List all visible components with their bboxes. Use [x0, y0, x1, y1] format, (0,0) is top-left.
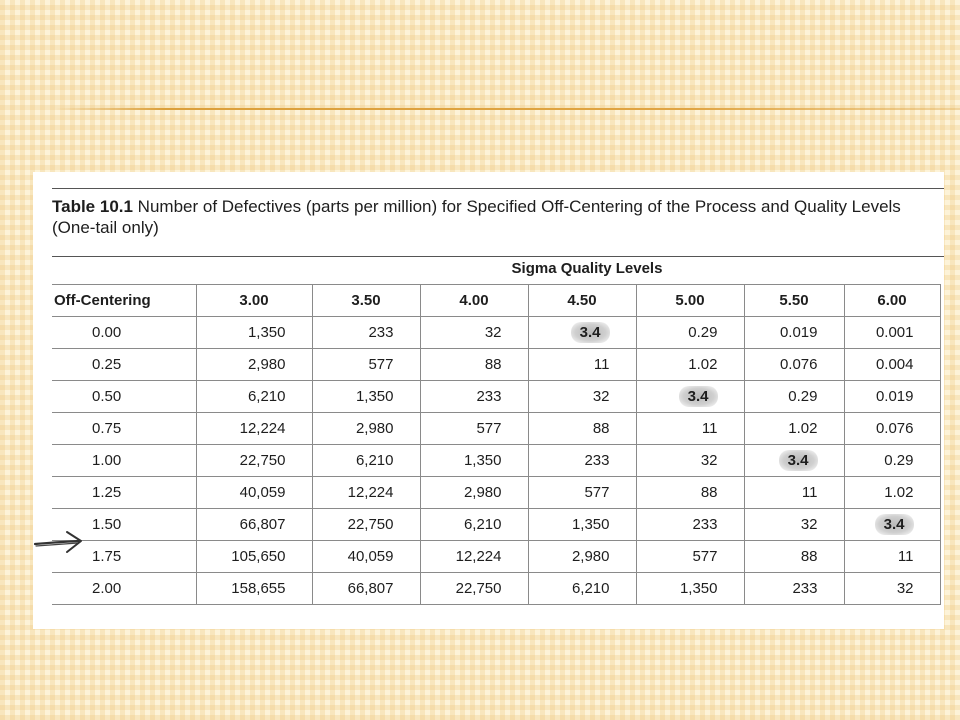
- column-header: 4.00: [420, 285, 528, 317]
- defects-cell: [196, 445, 312, 477]
- defects-cell: [420, 381, 528, 413]
- defects-cell: [844, 349, 940, 381]
- cell-value: 1,350: [571, 516, 610, 533]
- defects-cell: [844, 381, 940, 413]
- cell-value: 233: [584, 452, 610, 469]
- defects-cell: [636, 317, 744, 349]
- table-row: [52, 349, 940, 381]
- defects-cell: [420, 509, 528, 541]
- defects-cell: [636, 381, 744, 413]
- defects-cell: [636, 573, 744, 605]
- cell-value: 2,980: [355, 420, 394, 437]
- defects-cell: [528, 477, 636, 509]
- defects-cell: [196, 381, 312, 413]
- cell-value: 1.02: [884, 484, 914, 501]
- cell-value: 88: [800, 548, 818, 565]
- highlighted-value: 3.4: [875, 514, 914, 535]
- defects-cell: [312, 509, 420, 541]
- defects-cell: [196, 509, 312, 541]
- defects-cell: [420, 477, 528, 509]
- defects-cell: [744, 509, 844, 541]
- defects-cell: [744, 573, 844, 605]
- defects-cell: [844, 541, 940, 573]
- defects-cell: [528, 381, 636, 413]
- defects-cell: [844, 413, 940, 445]
- cell-value: 12,224: [455, 548, 502, 565]
- table-row: [52, 413, 940, 445]
- cell-value: 105,650: [231, 548, 286, 565]
- cell-value: 22,750: [347, 516, 394, 533]
- defects-cell: [636, 477, 744, 509]
- cell-value: 2,980: [463, 484, 502, 501]
- defects-cell: [844, 445, 940, 477]
- defects-cell: [844, 573, 940, 605]
- defects-cell: [196, 413, 312, 445]
- cell-value: 1,350: [247, 324, 286, 341]
- off-centering-cell: 0.50: [52, 381, 196, 413]
- table-row: [52, 445, 940, 477]
- hand-drawn-arrow-icon: [33, 527, 89, 557]
- column-header: 4.50: [528, 285, 636, 317]
- defects-cell: [844, 477, 940, 509]
- cell-value: 0.001: [875, 324, 914, 341]
- column-header: 3.50: [312, 285, 420, 317]
- defects-cell: [528, 445, 636, 477]
- cell-value: 6,210: [247, 388, 286, 405]
- cell-value: 66,807: [239, 516, 286, 533]
- column-header: 5.00: [636, 285, 744, 317]
- defects-cell: [420, 573, 528, 605]
- defects-cell: [420, 541, 528, 573]
- defects-cell: [636, 541, 744, 573]
- defects-cell: [312, 381, 420, 413]
- off-centering-cell: 0.25: [52, 349, 196, 381]
- defects-cell: [744, 445, 844, 477]
- column-header: 3.00: [196, 285, 312, 317]
- defects-cell: [744, 317, 844, 349]
- cell-value: 1,350: [355, 388, 394, 405]
- defects-cell: [196, 541, 312, 573]
- defects-cell: [528, 573, 636, 605]
- defectives-table: [52, 284, 941, 605]
- cell-value: 158,655: [231, 580, 286, 597]
- off-centering-cell: 1.00: [52, 445, 196, 477]
- cell-value: 11: [701, 420, 718, 437]
- defects-cell: [196, 349, 312, 381]
- cell-value: 88: [700, 484, 718, 501]
- defects-cell: [196, 317, 312, 349]
- cell-value: 2,980: [571, 548, 610, 565]
- cell-value: 0.29: [788, 388, 818, 405]
- cell-value: 11: [897, 548, 914, 565]
- cell-value: 11: [593, 356, 610, 373]
- defects-cell: [636, 445, 744, 477]
- cell-value: 32: [484, 324, 502, 341]
- cell-value: 0.019: [779, 324, 818, 341]
- defects-cell: [744, 477, 844, 509]
- cell-value: 0.076: [875, 420, 914, 437]
- cell-value: 40,059: [347, 548, 394, 565]
- cell-value: 22,750: [239, 452, 286, 469]
- cell-value: 1,350: [463, 452, 502, 469]
- defects-cell: [528, 541, 636, 573]
- table-row: [52, 541, 940, 573]
- highlighted-value: 3.4: [571, 322, 610, 343]
- off-centering-cell: 0.75: [52, 413, 196, 445]
- off-centering-cell: 1.75: [52, 541, 196, 573]
- defects-cell: [312, 541, 420, 573]
- scanned-table-image: [33, 172, 944, 629]
- caption-text: Number of Defectives (parts per million) for Specified Off-Centering of the Process and Quality Levels (One-tail only): [52, 197, 901, 237]
- cell-value: 0.29: [884, 452, 914, 469]
- cell-value: 0.019: [875, 388, 914, 405]
- cell-value: 0.076: [779, 356, 818, 373]
- off-centering-cell: 1.25: [52, 477, 196, 509]
- cell-value: 88: [484, 356, 502, 373]
- table-row: [52, 509, 940, 541]
- defects-cell: [744, 413, 844, 445]
- defects-cell: [312, 317, 420, 349]
- cell-value: 6,210: [463, 516, 502, 533]
- column-header: 5.50: [744, 285, 844, 317]
- cell-value: 32: [896, 580, 914, 597]
- column-header: 6.00: [844, 285, 940, 317]
- row-header: Off-Centering: [52, 285, 196, 317]
- table-row: [52, 381, 940, 413]
- defects-cell: [744, 541, 844, 573]
- cell-value: 577: [368, 356, 394, 373]
- table-row: [52, 477, 940, 509]
- cell-value: 233: [792, 580, 818, 597]
- cell-value: 12,224: [239, 420, 286, 437]
- cell-value: 1.02: [688, 356, 718, 373]
- defects-cell: [420, 413, 528, 445]
- cell-value: 2,980: [247, 356, 286, 373]
- cell-value: 233: [476, 388, 502, 405]
- title-rule: [55, 108, 960, 110]
- defects-cell: [744, 349, 844, 381]
- off-centering-cell: 2.00: [52, 573, 196, 605]
- defects-cell: [420, 349, 528, 381]
- defects-cell: [312, 349, 420, 381]
- cell-value: 233: [368, 324, 394, 341]
- column-group-header: Sigma Quality Levels: [511, 260, 663, 277]
- cell-value: 577: [584, 484, 610, 501]
- defects-cell: [636, 413, 744, 445]
- defects-cell: [844, 317, 940, 349]
- defects-cell: [528, 317, 636, 349]
- table-row: [52, 317, 940, 349]
- defects-cell: [636, 349, 744, 381]
- defects-cell: [744, 381, 844, 413]
- defects-cell: [196, 477, 312, 509]
- defects-cell: [312, 477, 420, 509]
- cell-value: 577: [476, 420, 502, 437]
- defects-cell: [420, 317, 528, 349]
- defects-cell: [312, 573, 420, 605]
- cell-value: 22,750: [455, 580, 502, 597]
- defects-cell: [528, 413, 636, 445]
- highlighted-value: 3.4: [779, 450, 818, 471]
- cell-value: 1,350: [679, 580, 718, 597]
- table-header-row: [52, 285, 940, 317]
- cell-value: 577: [692, 548, 718, 565]
- cell-value: 12,224: [347, 484, 394, 501]
- cell-value: 11: [801, 484, 818, 501]
- defects-cell: [420, 445, 528, 477]
- defects-cell: [528, 349, 636, 381]
- defects-cell: [844, 509, 940, 541]
- cell-value: 32: [592, 388, 610, 405]
- table-row: [52, 573, 940, 605]
- cell-value: 32: [800, 516, 818, 533]
- cell-value: 6,210: [571, 580, 610, 597]
- table-header-rule: [52, 256, 944, 257]
- off-centering-cell: 0.00: [52, 317, 196, 349]
- table-caption: [52, 196, 932, 238]
- defects-cell: [312, 445, 420, 477]
- off-centering-cell: 1.50: [52, 509, 196, 541]
- defects-cell: [528, 509, 636, 541]
- cell-value: 6,210: [355, 452, 394, 469]
- table-top-rule: [52, 188, 944, 189]
- cell-value: 0.004: [875, 356, 914, 373]
- cell-value: 0.29: [688, 324, 718, 341]
- highlighted-value: 3.4: [679, 386, 718, 407]
- cell-value: 40,059: [239, 484, 286, 501]
- defects-cell: [312, 413, 420, 445]
- defects-cell: [636, 509, 744, 541]
- cell-value: 32: [700, 452, 718, 469]
- defects-cell: [196, 573, 312, 605]
- cell-value: 233: [692, 516, 718, 533]
- cell-value: 1.02: [788, 420, 818, 437]
- cell-value: 88: [592, 420, 610, 437]
- caption-label: Table 10.1: [52, 197, 133, 216]
- cell-value: 66,807: [347, 580, 394, 597]
